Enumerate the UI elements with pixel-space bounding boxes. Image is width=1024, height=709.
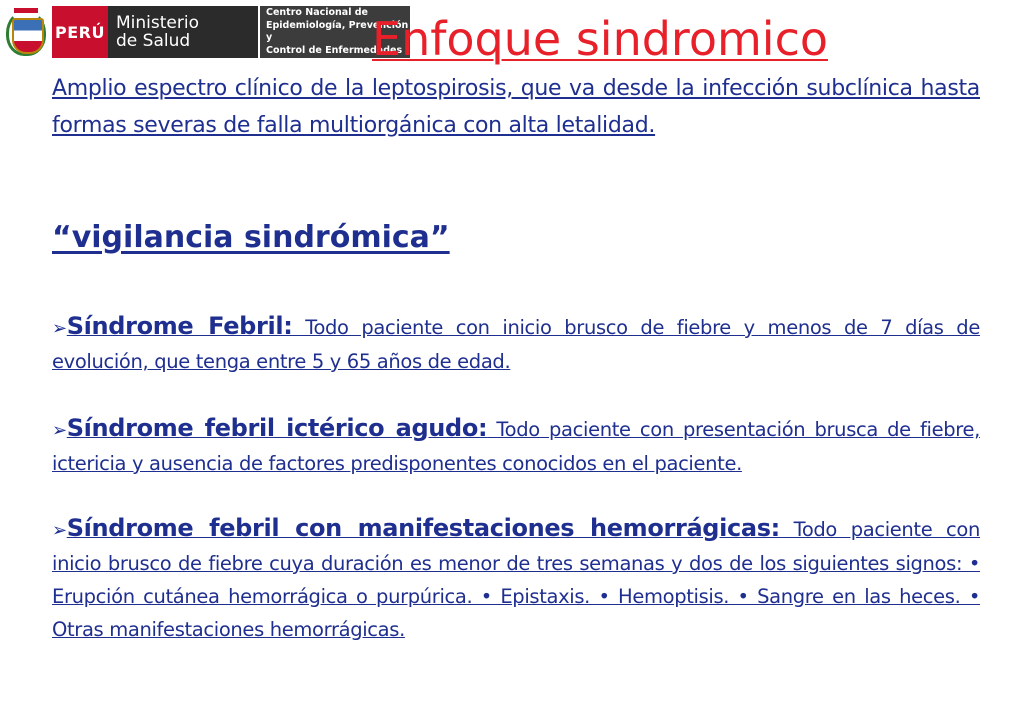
header-logos (6, 6, 410, 58)
item-text: Todo paciente con inicio brusco de fiebre cuya duración es menor de tres semanas y dos de los siguientes signos: • Erupción cutánea hemorrágica o purpúrica. • Epistaxis. • Hemoptisis. • Sangre en las heces. • Otras manifestaciones hemorrágicas. (52, 518, 980, 641)
item-term: Síndrome febril con manifestaciones hemorrágicas: (66, 514, 780, 542)
ministry-line-1: Ministerio (116, 13, 199, 33)
arrow-bullet-icon: ➢ (52, 318, 67, 339)
peru-label: PERÚ (55, 22, 105, 42)
coat-of-arms-icon (6, 8, 46, 56)
center-line-2: Epidemiología, Prevención y (266, 19, 409, 43)
peru-logo (52, 6, 108, 58)
item-text: Todo paciente con presentación brusca de fiebre, ictericia y ausencia de factores predisponentes conocidos en el paciente. (52, 418, 980, 475)
ministry-line-2: de Salud (116, 31, 191, 51)
list-item (52, 310, 980, 378)
arrow-bullet-icon: ➢ (52, 520, 67, 541)
item-term: Síndrome febril ictérico agudo: (66, 414, 488, 442)
item-text: Todo paciente con inicio brusco de fiebre y menos de 7 días de evolución, que tenga entre 5 y 65 años de edad. (52, 316, 980, 373)
center-line-3: Control de Enfermedades (266, 44, 403, 56)
center-line-1: Centro Nacional de (266, 7, 368, 18)
arrow-bullet-icon: ➢ (52, 420, 67, 441)
list-item (52, 412, 980, 480)
slide-title: Enfoque sindromico (372, 12, 829, 66)
slide-content (52, 70, 980, 641)
item-term: Síndrome Febril: (66, 312, 293, 340)
ministry-logo (108, 6, 258, 58)
subheading: “vigilancia sindrómica” (52, 220, 450, 255)
list-item (52, 512, 980, 646)
intro-paragraph: Amplio espectro clínico de la leptospirosis, que va desde la infección subclínica hasta formas severas de falla multiorgánica con alta letalidad. (52, 76, 980, 138)
